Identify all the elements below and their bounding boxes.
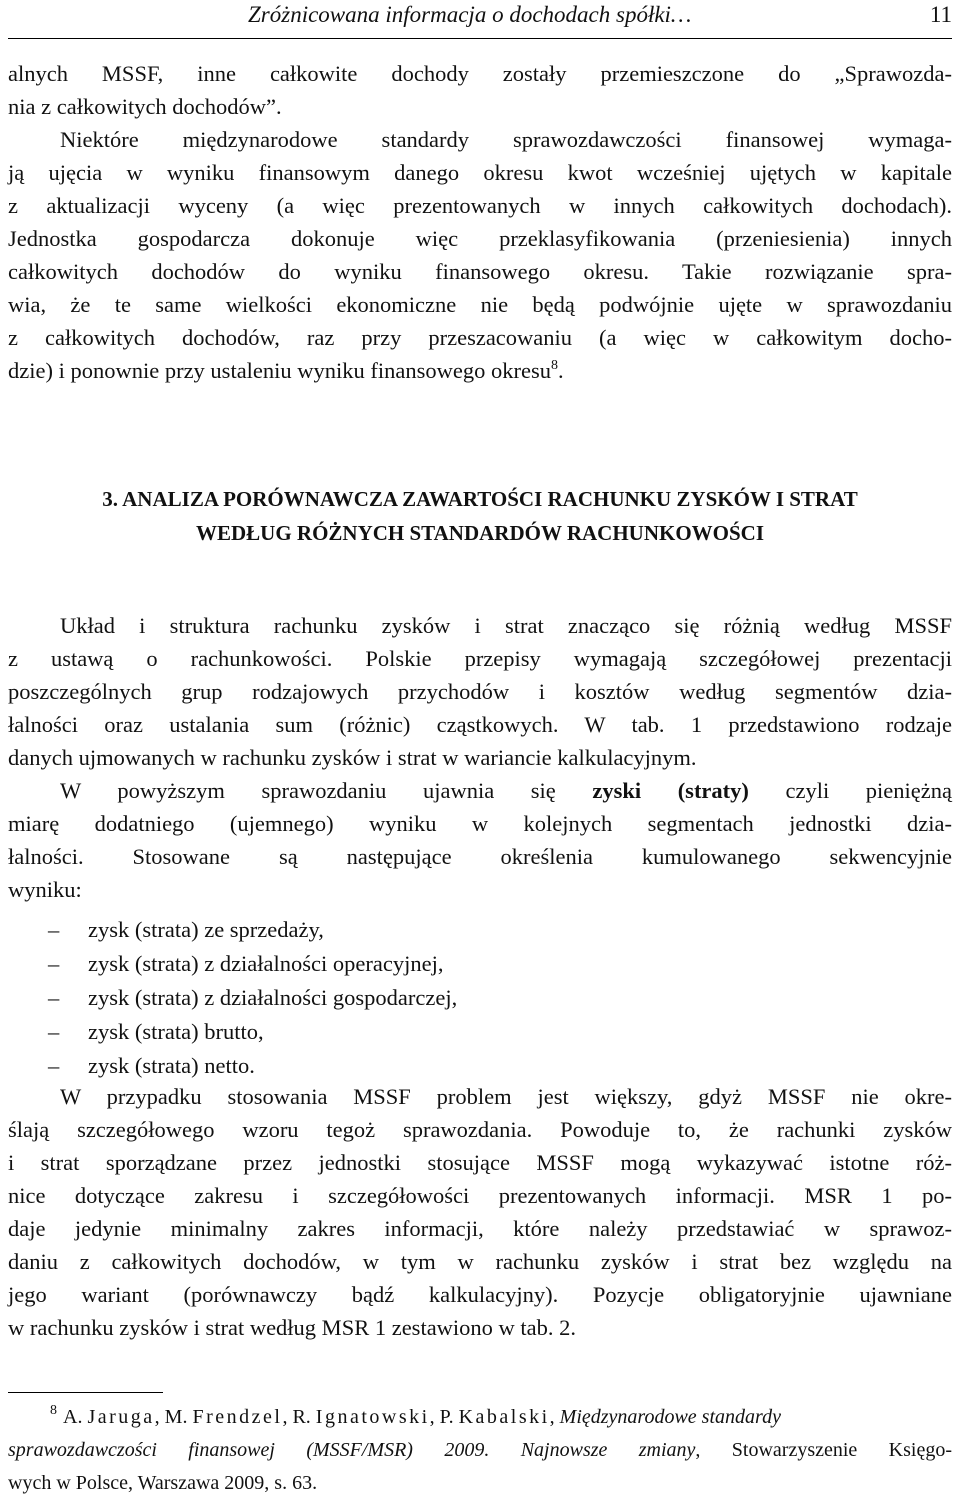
emphasis-term: zyski (straty) [592,778,749,803]
footnote-line [8,1434,952,1467]
text-line: Jednostka gospodarcza dokonuje więc przeklasyfikowania (przeniesienia) innych [8,226,952,251]
text-line: Układ i struktura rachunku zysków i strat znacząco się różnią według MSSF [60,613,952,638]
list-item-text: zysk (strata) z działalności gospodarczej, [88,985,458,1010]
text-line: miarę dodatniego (ujemnego) wyniku w kolejnych segmentach jednostki dzia- [8,811,952,836]
text-line: z ustawą o rachunkowości. Polskie przepisy wymagają szczegółowej prezentacji [8,646,952,671]
header-title: Zróżnicowana informacja o dochodach spółki… [248,2,692,27]
running-header [0,0,960,50]
text-fragment: W powyższym sprawozdaniu ujawnia się [60,778,593,803]
author-name: Kabalski [458,1406,550,1428]
paragraph-1 [8,57,952,387]
book-title: sprawozdawczości finansowej (MSSF/MSR) 2009. Najnowsze zmiany [8,1439,696,1461]
text-line: ślają szczegółowego wzoru tegoż sprawozdania. Powoduje to, że rachunki zysków [8,1117,952,1142]
footnote-mark: 8 [50,1403,57,1418]
list-item [8,1015,952,1049]
footnote-separator [8,1392,163,1393]
footnote-reference[interactable]: 8 [551,358,558,373]
paragraph-2 [8,609,952,906]
text-line: nia z całkowitych dochodów”. [8,94,282,119]
text-line: z aktualizacji wyceny (a więc prezentowanych w innych całkowitych dochodach). [8,193,952,218]
text-line: całkowitych dochodów do wyniku finansowego okresu. Takie rozwiązanie spra- [8,259,952,284]
list-item [8,981,952,1015]
author-name: Ignatowski [315,1406,430,1428]
list-item [8,947,952,981]
list-dash: – [48,1053,60,1078]
text-line: i strat sporządzane przez jednostki stosujące MSSF mogą wykazywać istotne róż- [8,1150,952,1175]
text-line: nice dotyczące zakresu i szczegółowości prezentowanych informacji. MSR 1 po- [8,1183,952,1208]
text-line: jego wariant (porównawczy bądź kalkulacyjny). Pozycje obligatoryjnie ujawniane [8,1282,952,1307]
text-fragment: czyli pieniężną [748,778,952,803]
author-name: Jaruga [87,1406,155,1428]
page-number: 11 [929,2,952,27]
text-fragment: A. [63,1406,88,1428]
text-line: poszczególnych grup rodzajowych przychodów i kosztów według segmentów dzia- [8,679,952,704]
list-item-text: zysk (strata) z działalności operacyjnej, [88,951,444,976]
list-dash: – [48,917,60,942]
list-dash: – [48,1019,60,1044]
list-item-text: zysk (strata) brutto, [88,1019,264,1044]
text-line: ją ujęcia w wyniku finansowym danego okresu kwot wcześniej ujętych w kapitale [8,160,952,185]
text-line: wia, że te same wielkości ekonomiczne nie będą podwójnie ujęte w sprawozdaniu [8,292,952,317]
book-title: Międzynarodowe standardy [559,1406,781,1428]
text-fragment: , [549,1406,560,1428]
list-item [8,913,952,947]
author-name: Frendzel [192,1406,283,1428]
text-fragment: , P. [429,1406,459,1428]
list-dash: – [48,985,60,1010]
text-line: danych ujmowanych w rachunku zysków i strat w wariancie kalkulacyjnym. [8,745,697,770]
list-item [8,1049,952,1083]
text-line: z całkowitych dochodów, raz przy przeszacowaniu (a więc w całkowitym docho- [8,325,952,350]
list-dash: – [48,951,60,976]
text-line [8,774,952,807]
text-line: w rachunku zysków i strat według MSR 1 zestawiono w tab. 2. [8,1315,577,1340]
text-line: W przypadku stosowania MSSF problem jest większy, gdyż MSSF nie okre- [60,1084,952,1109]
footnote [8,1401,952,1500]
text-line: wyniku: [8,877,82,902]
text-line [8,354,952,387]
text-line: alnych MSSF, inne całkowite dochody zostały przemieszczone do „Sprawozda- [8,61,952,86]
text-line: łalności. Stosowane są następujące określenia kumulowanego sekwencyjnie [8,844,952,869]
footnote-line [8,1401,952,1434]
profit-list [8,913,952,1083]
text-fragment: . [558,358,564,383]
paragraph-4 [8,1080,952,1344]
text-line: daniu z całkowitych dochodów, w tym w rachunku zysków i strat bez względu na [8,1249,952,1274]
list-item-text: zysk (strata) ze sprzedaży, [88,917,324,942]
header-rule [8,38,952,39]
section-heading [8,482,952,550]
list-item-text: zysk (strata) netto. [88,1053,255,1078]
text-fragment: dzie) i ponownie przy ustaleniu wyniku finansowego okresu [8,358,551,383]
section-heading-line-1: 3. ANALIZA PORÓWNAWCZA ZAWARTOŚCI RACHUNKU ZYSKÓW I STRAT [102,487,858,511]
footnote-line: wych w Polsce, Warszawa 2009, s. 63. [8,1472,318,1494]
text-line: daje jedynie minimalny zakres informacji, które należy przedstawiać w sprawoz- [8,1216,952,1241]
section-heading-line-2: WEDŁUG RÓŻNYCH STANDARDÓW RACHUNKOWOŚCI [195,521,765,545]
text-fragment: , M. [154,1406,193,1428]
publisher: , Stowarzyszenie Księgo- [695,1439,952,1461]
text-fragment: , R. [282,1406,316,1428]
text-line: łalności oraz ustalania sum (różnic) cząstkowych. W tab. 1 przedstawiono rodzaje [8,712,952,737]
text-line: Niektóre międzynarodowe standardy sprawozdawczości finansowej wymaga- [60,127,952,152]
